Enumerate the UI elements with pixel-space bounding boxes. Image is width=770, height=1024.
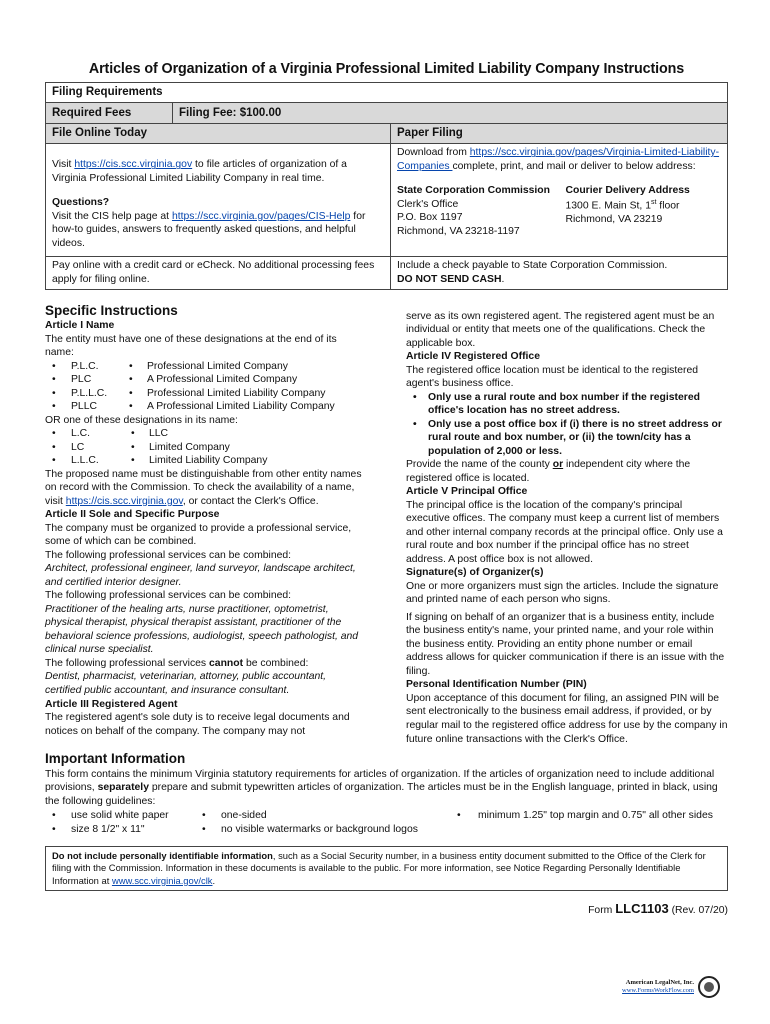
article-4-heading: Article IV Registered Office [406,351,540,363]
online-cell [46,144,391,257]
publisher-link[interactable]: www.FormsWorkFlow.com [622,987,694,994]
courier-address: Courier Delivery Address 1300 E. Main St, 1st floor Richmond, VA 23219 [565,185,690,225]
filing-requirements-header: Filing Requirements [46,82,728,102]
questions-label: Questions? [52,197,110,209]
page-title: Articles of Organization of a Virginia Professional Limited Liability Company Instructions [88,61,685,77]
pin-heading: Personal Identification Number (PIN) [406,679,587,691]
office-rules-list: • Only use a rural route and box number if the registered office's location has no street address. • Only use a post office box if (i) there is no street address or rural route and box number, or (ii) the town/city has a population of 2,000 or less. [406,391,728,459]
article-3-heading: Article III Registered Agent [45,698,178,710]
form-number: Form LLC1103 (Rev. 07/20) [588,900,728,916]
article-5-heading: Article V Principal Office [406,486,528,498]
important-heading: Important Information [45,751,186,767]
filing-fee: Filing Fee: $100.00 [173,103,727,124]
guidelines-list: • use solid white paper • one-sided • minimum 1.25" top margin and 0.75" all other sides • size 8 1/2" x 11" • no visible watermarks or background logos [45,809,728,836]
seal-icon [698,976,720,998]
addresses [397,184,721,238]
required-fees-label: Required Fees [46,103,173,124]
publisher-logo: American LegalNet, Inc. www.FormsWorkFlow.com [604,973,722,1001]
mail-address: State Corporation Commission Clerk's Office P.O. Box 1197 Richmond, VA 23218-1197 [397,185,550,237]
signature-heading: Signature(s) of Organizer(s) [406,567,544,579]
pii-notice: Do not include personally identifiable information, such as a Social Security number, in a business entity document submitted to the Office of the Clerk for filing with the Commission. Information in these documents is available to the public. For more information, see Notice Regarding Personally Identifiable Information at www.scc.virginia.gov/clk. [45,846,728,891]
online-header: File Online Today [46,124,391,144]
right-column: serve as its own registered agent. The registered agent must be an individual or entity that meets one of the qualifications. Check the applicable box. Article IV Registered Office The registered office location must be identical to the registered agent's business office. • Only use a rural route and box number if the registered office's location has no street address. • Only use a post office box if (i) there is no street address or rural route and box number, or (ii) the town/city has a population of 2,000 or less. Provide the name of the county or independent city where the registered office is located. Article V Principal Office The principal office is the location of the company's principal executive offices. The company must keep a current list of members and other internal company records at the principal office. Only use a rural route and box number if the principal office has no street address. A post office box is not allowed. Signature(s) of Organizer(s) One or more organizers must sign the articles. Include the signature and printed name of each person who signs. If signing on behalf of an organizer that is a business entity, include the business entity's name, your printed name, and your role within the business entity. Providing an entity phone number or email address allows for quicker communication if there is an issue with the filing. Personal Identification Number (PIN) Upon acceptance of this document for filing, an assigned PIN will be sent electronically to the business email address, if provided, or by regular mail to the registered office address for use by the company in future online transactions with the Clerk's Office. [406,310,728,747]
designation-list: • P.L.C. • Professional Limited Company • PLC • A Professional Limited Company • P.L.L.C. • Professional Limited Liability Company • PLLC • A Professional Limited Liability Company [45,360,363,414]
llc-page-link[interactable]: https://scc.virginia.gov/pages/Virginia-Limited-Liability-Companies [397,147,720,172]
document-page [45,60,728,918]
name-check-link[interactable]: https://cis.scc.virginia.gov [65,495,183,507]
cis-help-link[interactable]: https://scc.virginia.gov/pages/CIS-Help [171,210,351,222]
cis-link[interactable]: https://cis.scc.virginia.gov [74,159,193,171]
article-1-heading: Article I Name [45,320,115,332]
questions-text: Visit the CIS help page at https://scc.virginia.gov/pages/CIS-Help for how-to guides, answers to frequently asked questions, and helpful videos. [52,210,366,249]
paper-download-text: Download from https://scc.virginia.gov/pages/Virginia-Limited-Liability-Companies complete, print, and mail or deliver to below address: [397,147,720,172]
filing-requirements-table [45,82,728,290]
important-text: This form contains the minimum Virginia statutory requirements for articles of organization. If the articles of organization need to include additional provisions, separately prepare and submit typewritten articles of organization. The articles must be in the English language, printed in black, using the following guidelines: [45,768,718,807]
check-text: Include a check payable to State Corporation Commission. DO NOT SEND CASH. [391,257,728,289]
no-cash: DO NOT SEND CASH [397,274,502,285]
pay-online-text: Pay online with a credit card or eCheck. No additional processing fees apply for filing online. [46,257,391,289]
distinguish-text: The proposed name must be distinguishable from other entity names on record with the Commission. To check the availability of a name, visit https://cis.scc.virginia.gov, or contact the Clerk's Office. [45,468,362,507]
paper-header: Paper Filing [391,124,728,144]
specific-instructions-heading: Specific Instructions [45,302,178,318]
paper-cell [391,144,728,257]
article-2-heading: Article II Sole and Specific Purpose [45,509,220,521]
designation-list-2: • L.C. • LLC • LC • Limited Company • L.L.C. • Limited Liability Company [45,427,363,468]
left-column: Specific Instructions Article I Name The entity must have one of these designations at the end of its name: • P.L.C. • Professional Limited Company • PLC • A Professional Limited Company • P.L.L.C. • Professional Limited Liability Company • PLLC • A Professional Limited Liability Company OR one of these designations in its name: • L.C. • LLC • LC • Limited Company • L.L.C. • Limited Liability Company The proposed name must be distinguishable from other entity names on record with the Commission. To check the availability of a name, visit https://cis.scc.virginia.gov, or contact the Clerk's Office. Article II Sole and Specific Purpose The company must be organized to provide a professional service, some of which can be combined. The following professional services can be combined: Architect, professional engineer, land surveyor, landscape architect, and certified interior designer. The following professional services can be combined: Practitioner of the healing arts, nurse practitioner, optometrist, physical therapist, physical therapist assistant, practitioner of the behavioral science professions, audiologist, speech pathologist, and clinical nurse specialist. The following professional services cannot be combined: Dentist, pharmacist, veterinarian, attorney, public accountant, certified public accountant, and insurance consultant. Article III Registered Agent The registered agent's sole duty is to receive legal documents and notices on behalf of the company. The company may not [45,302,363,747]
pii-link[interactable]: www.scc.virginia.gov/clk [111,874,213,886]
online-visit-text: Visit https://cis.scc.virginia.gov to file articles of organization of a Virginia Professional Limited Liability Company in real time. [52,159,347,184]
